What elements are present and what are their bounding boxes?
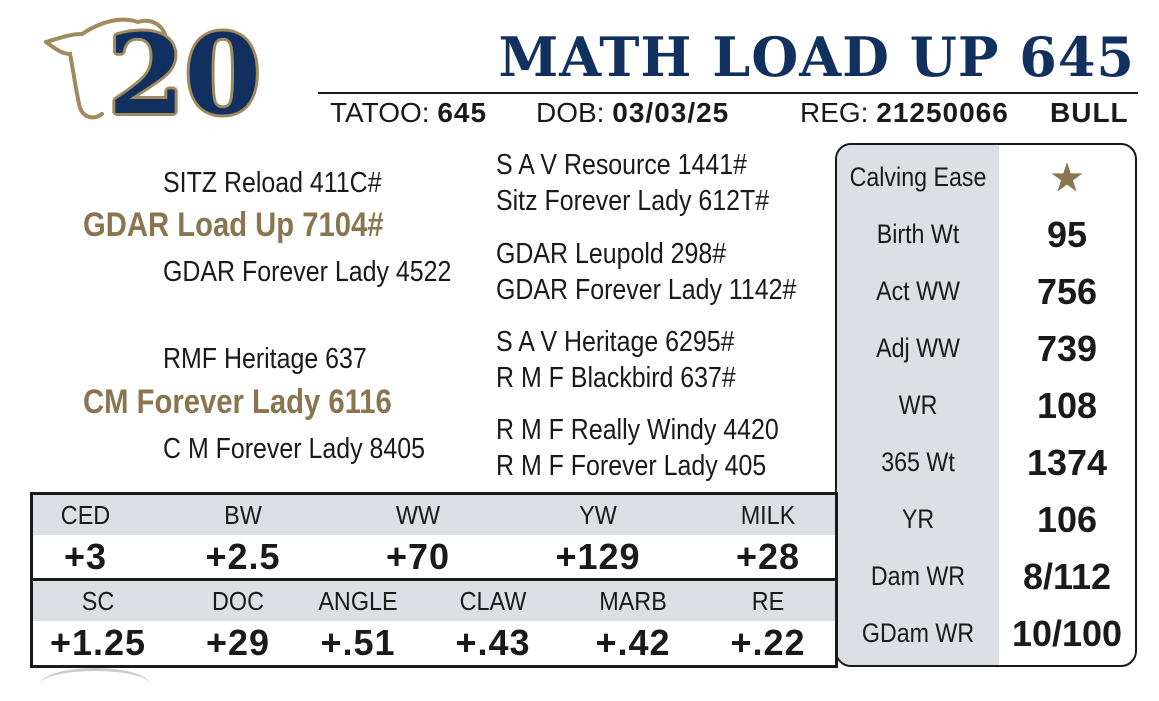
sire-dam: GDAR Forever Lady 4522 — [163, 256, 452, 288]
epd-value: +129 — [555, 536, 641, 577]
epd-value: +.22 — [730, 622, 806, 663]
performance-row-yr — [837, 491, 1135, 548]
dam: CM Forever Lady 6116 — [83, 383, 392, 421]
performance-value: 10/100 — [1011, 613, 1123, 654]
performance-label: Dam WR — [870, 561, 966, 591]
performance-row-dam-wr — [837, 548, 1135, 605]
tattoo-value: 645 — [437, 97, 488, 128]
performance-value: 95 — [1046, 214, 1088, 255]
epd-value: +.51 — [320, 622, 396, 663]
dob-field — [536, 96, 729, 130]
epd-label: BW — [224, 500, 262, 530]
performance-label: Calving Ease — [849, 162, 987, 192]
great-grandparent: S A V Resource 1441# — [496, 149, 747, 181]
performance-label: Act WW — [876, 276, 960, 306]
performance-label: GDam WR — [861, 618, 975, 648]
performance-label: YR — [901, 504, 935, 534]
performance-label: 365 Wt — [881, 447, 955, 477]
performance-panel — [835, 143, 1137, 667]
performance-row-wr — [837, 377, 1135, 434]
epd-label: MARB — [599, 586, 667, 616]
reg-label: REG: — [800, 97, 869, 128]
dam-sire: RMF Heritage 637 — [163, 343, 367, 375]
performance-label: Adj WW — [876, 333, 960, 363]
great-grandparent: GDAR Leupold 298# — [496, 238, 727, 270]
epd-value: +29 — [205, 622, 271, 663]
epd-label: WW — [395, 500, 441, 530]
epd-value: +.42 — [595, 622, 671, 663]
epd-value: +1.25 — [49, 622, 147, 663]
epd-value: +28 — [735, 536, 801, 577]
performance-value: 756 — [1036, 271, 1098, 312]
animal-name-title: MATH LOAD UP 645 — [498, 25, 1135, 89]
sex-value: BULL — [1050, 97, 1129, 128]
epd-value-row — [33, 535, 835, 578]
performance-row-birth-wt — [837, 206, 1135, 263]
epd-label: SC — [81, 586, 115, 616]
epd-value: +2.5 — [205, 536, 281, 577]
performance-label: WR — [898, 390, 938, 420]
performance-label: Birth Wt — [876, 219, 960, 249]
sire: GDAR Load Up 7104# — [83, 206, 384, 244]
dob-value: 03/03/25 — [612, 97, 730, 128]
epd-label: ANGLE — [318, 586, 398, 616]
performance-row-adj-ww — [837, 320, 1135, 377]
epd-label: MILK — [740, 500, 796, 530]
great-grandparent: R M F Forever Lady 405 — [496, 450, 767, 482]
reg-value: 21250066 — [876, 97, 1009, 128]
great-grandparent: S A V Heritage 6295# — [496, 326, 735, 358]
epd-header-row — [33, 581, 835, 621]
epd-value: +70 — [385, 536, 451, 577]
performance-row-calving-ease — [837, 149, 1135, 206]
performance-value: 8/112 — [1022, 556, 1112, 597]
dam-dam: C M Forever Lady 8405 — [163, 433, 426, 465]
epd-label: CLAW — [459, 586, 527, 616]
tattoo-label: TATOO: — [330, 97, 430, 128]
epd-label: RE — [751, 586, 785, 616]
performance-value: 106 — [1036, 499, 1098, 540]
great-grandparent: GDAR Forever Lady 1142# — [496, 274, 797, 306]
great-grandparent: R M F Blackbird 637# — [496, 362, 736, 394]
performance-row-act-ww — [837, 263, 1135, 320]
decorative-arc — [40, 668, 150, 701]
epd-value: +3 — [63, 536, 108, 577]
performance-value: 108 — [1036, 385, 1098, 426]
epd-value-row — [33, 621, 835, 664]
title-divider — [318, 92, 1138, 94]
performance-value: 739 — [1036, 328, 1098, 369]
epd-label: YW — [579, 500, 617, 530]
lot-number: 20 — [108, 10, 262, 139]
great-grandparent: Sitz Forever Lady 612T# — [496, 185, 770, 217]
epd-label: CED — [60, 500, 111, 530]
epd-header-row — [33, 495, 835, 535]
epd-table — [30, 492, 838, 668]
dob-label: DOB: — [536, 97, 605, 128]
reg-field — [800, 96, 1009, 130]
sex-field — [1050, 96, 1129, 130]
performance-row-gdam-wr — [837, 605, 1135, 662]
great-grandparent: R M F Really Windy 4420 — [496, 414, 779, 446]
performance-value: 1374 — [1026, 442, 1108, 483]
sire-sire: SITZ Reload 411C# — [163, 167, 382, 199]
epd-value: +.43 — [455, 622, 531, 663]
epd-label: DOC — [211, 586, 265, 616]
tattoo-field — [330, 96, 487, 130]
star-icon: ★ — [1050, 157, 1084, 198]
performance-row-365-wt — [837, 434, 1135, 491]
